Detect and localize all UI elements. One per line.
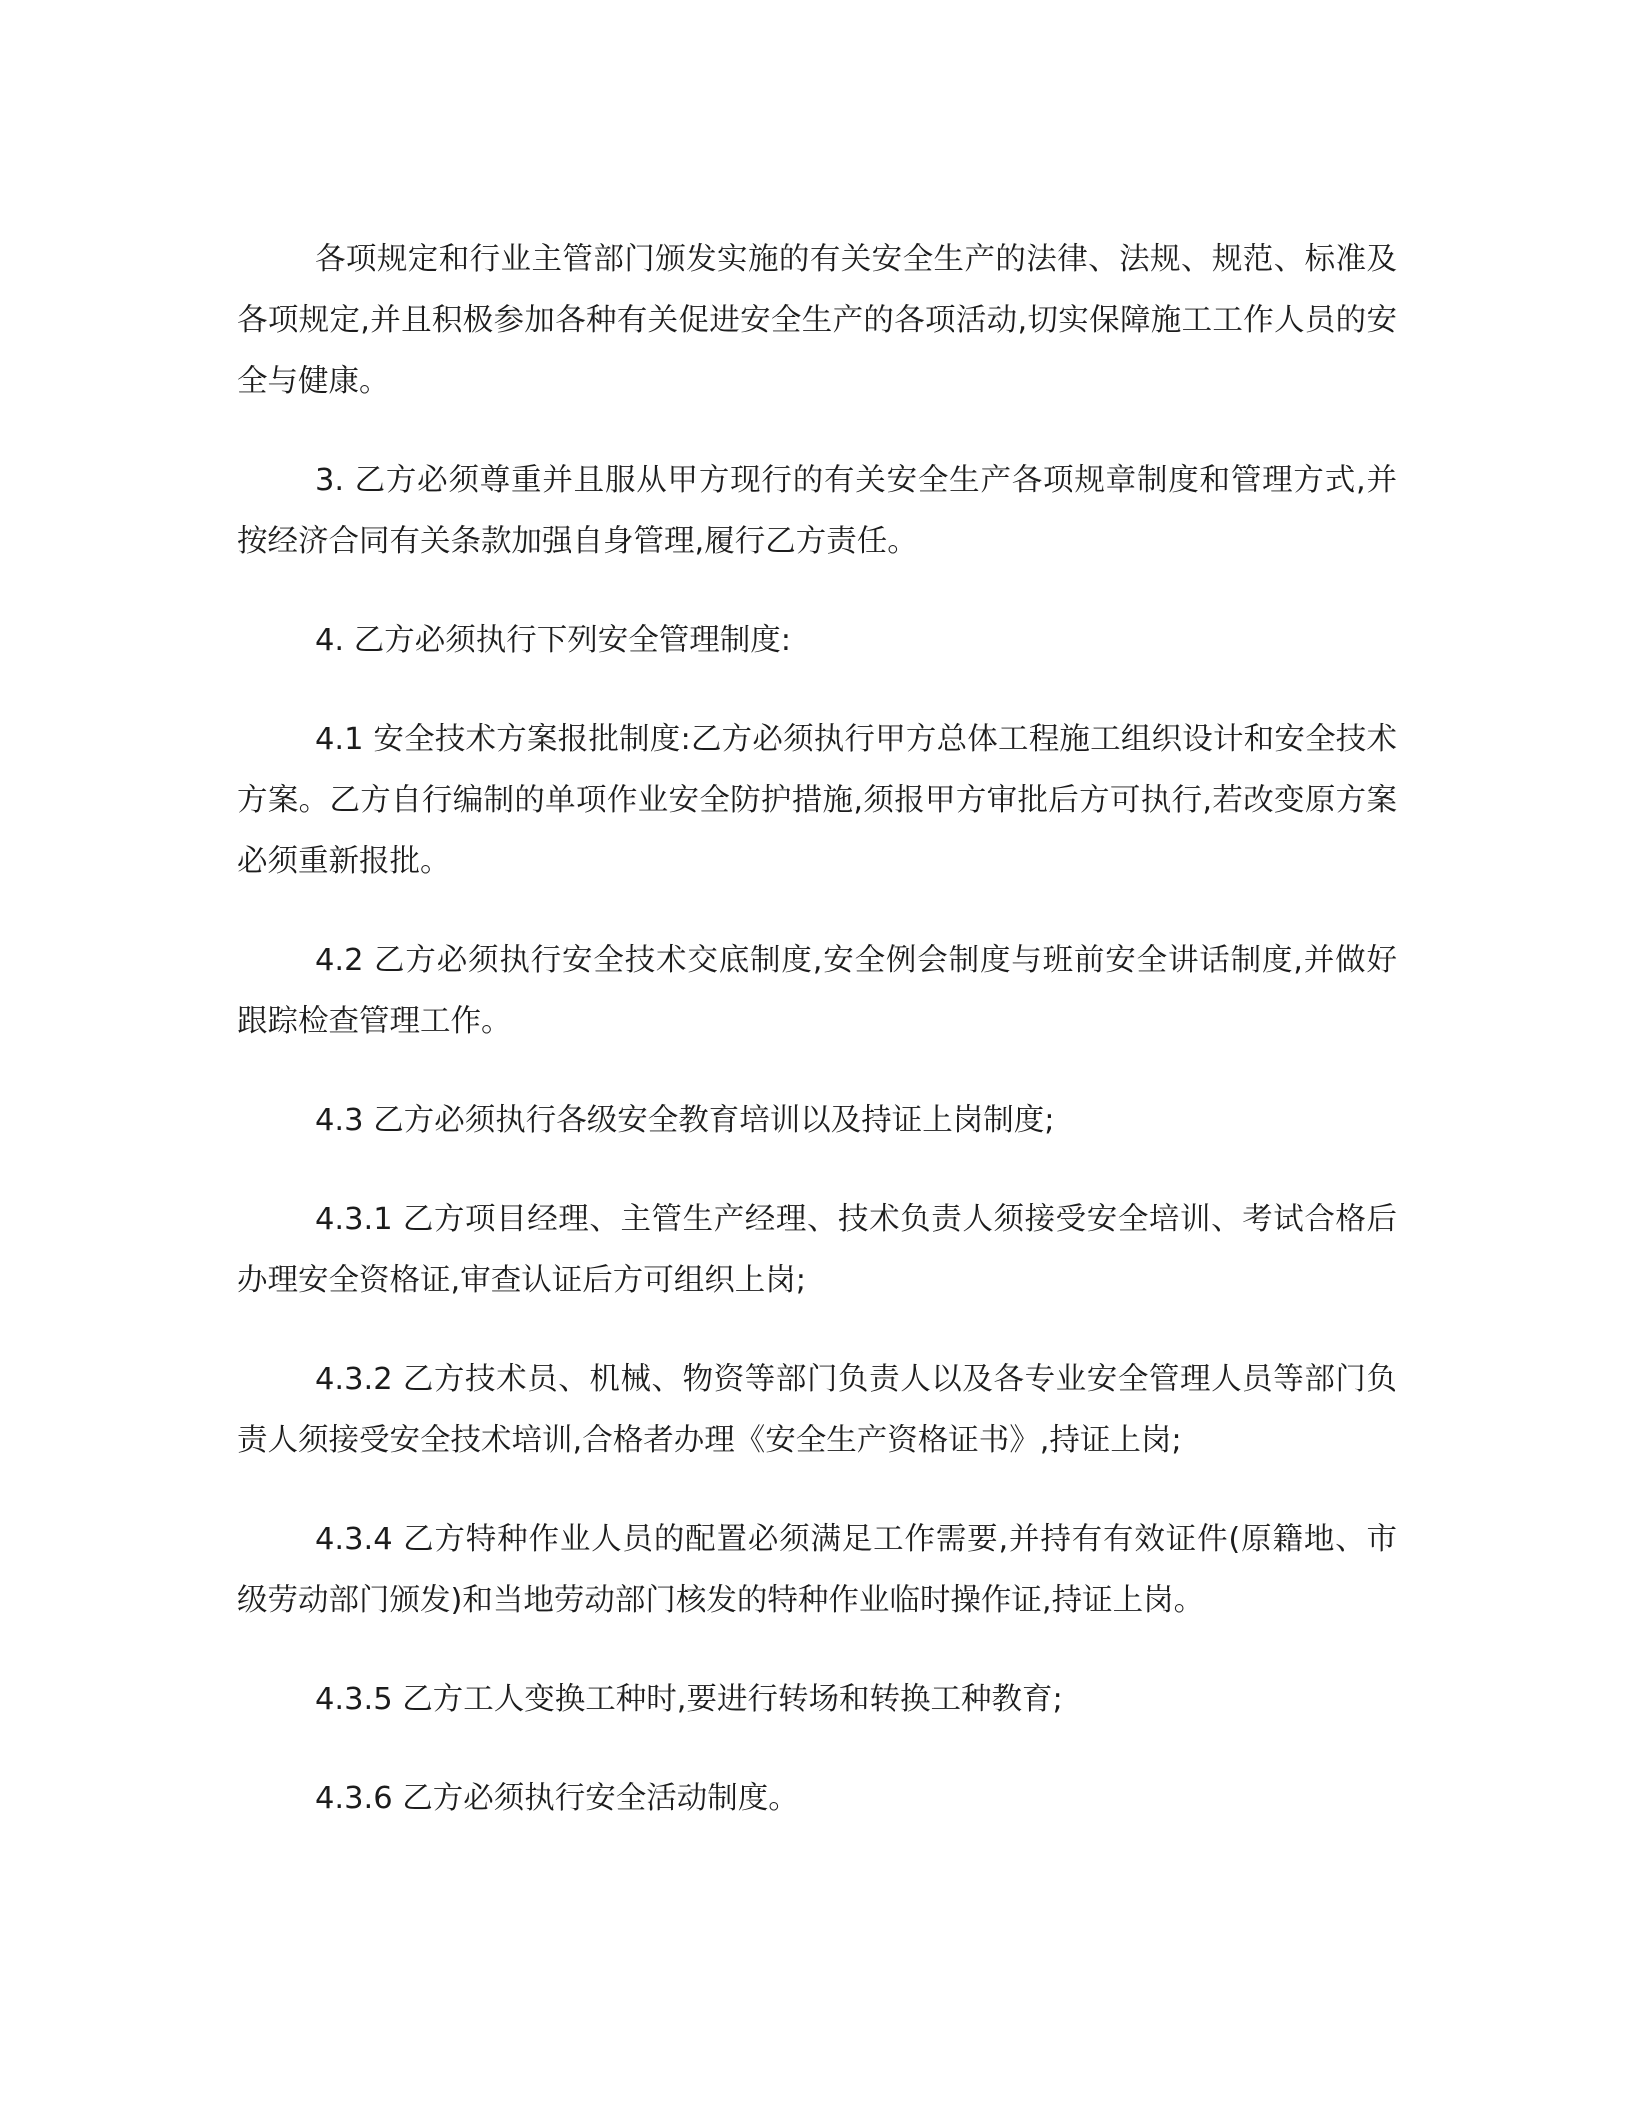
paragraph-clause-4: 4. 乙方必须执行下列安全管理制度: — [315, 623, 792, 658]
paragraph-clause-4-3-1: 4.3.1 乙方项目经理、主管生产经理、技术负责人须接受安全培训、考试合格后办理安全资格证,审查认证后方可组织上岗; — [237, 1202, 1397, 1298]
paragraph-clause-4-3-4: 4.3.4 乙方特种作业人员的配置必须满足工作需要,并持有有效证件(原籍地、市级劳动部门颁发)和当地劳动部门核发的特种作业临时操作证,持证上岗。 — [237, 1522, 1397, 1618]
paragraph-clause-4-1: 4.1 安全技术方案报批制度:乙方必须执行甲方总体工程施工组织设计和安全技术方案。乙方自行编制的单项作业安全防护措施,须报甲方审批后方可执行,若改变原方案必须重新报批。 — [237, 722, 1397, 879]
paragraph-clause-4-3-6: 4.3.6 乙方必须执行安全活动制度。 — [315, 1781, 799, 1816]
paragraph-clause-3: 3. 乙方必须尊重并且服从甲方现行的有关安全生产各项规章制度和管理方式,并按经济合同有关条款加强自身管理,履行乙方责任。 — [237, 463, 1397, 559]
paragraph-clause-4-3: 4.3 乙方必须执行各级安全教育培训以及持证上岗制度; — [315, 1103, 1055, 1138]
paragraph-clause-4-3-5: 4.3.5 乙方工人变换工种时,要进行转场和转换工种教育; — [315, 1682, 1063, 1717]
paragraph-clause-4-2: 4.2 乙方必须执行安全技术交底制度,安全例会制度与班前安全讲话制度,并做好跟踪检查管理工作。 — [237, 943, 1397, 1039]
paragraph-clause-4-3-2: 4.3.2 乙方技术员、机械、物资等部门负责人以及各专业安全管理人员等部门负责人须接受安全技术培训,合格者办理《安全生产资格证书》,持证上岗; — [237, 1362, 1397, 1458]
paragraph-safety-regulations-continued: 各项规定和行业主管部门颁发实施的有关安全生产的法律、法规、规范、标准及各项规定,并且积极参加各种有关促进安全生产的各项活动,切实保障施工工作人员的安全与健康。 — [237, 242, 1397, 399]
document-body — [237, 229, 1397, 1867]
